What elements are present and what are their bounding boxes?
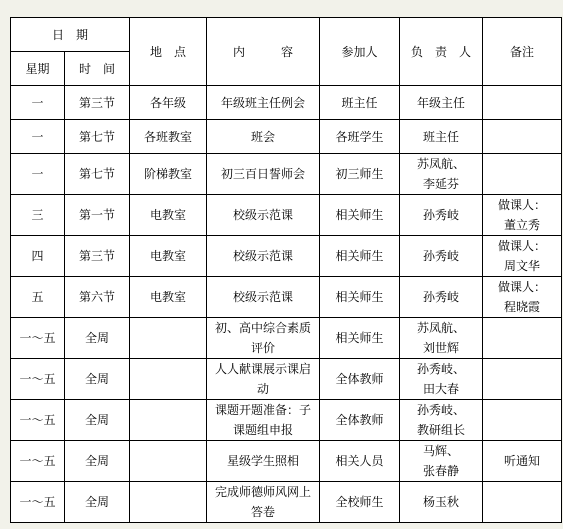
cell-weekday (11, 359, 65, 400)
cell-time (65, 236, 130, 277)
cell-content-line: 年级班主任例会 (221, 95, 306, 110)
cell-content-line: 评价 (251, 341, 276, 355)
cell-responsible-line: 苏凤航、 (417, 157, 466, 171)
cell-content-line: 课题开题准备：子 (215, 403, 312, 417)
cell-location (130, 86, 207, 120)
header-responsible: 负 责 人 (400, 18, 483, 86)
cell-participants-line: 相关师生 (335, 290, 384, 304)
cell-weekday-line: 四 (31, 249, 44, 263)
cell-participants (320, 86, 400, 120)
cell-notes (483, 482, 562, 523)
cell-location (130, 236, 207, 277)
cell-weekday (11, 120, 65, 154)
cell-location (130, 195, 207, 236)
cell-content (207, 441, 320, 482)
table-row (11, 318, 562, 359)
cell-time-line: 第六节 (79, 290, 116, 304)
cell-content-line: 校级示范课 (233, 208, 294, 222)
cell-participants (320, 154, 400, 195)
cell-location-line: 电教室 (150, 249, 187, 263)
cell-responsible (400, 277, 483, 318)
cell-responsible (400, 400, 483, 441)
cell-weekday-line: 一～五 (19, 413, 56, 427)
header-row (11, 18, 562, 52)
cell-time (65, 120, 130, 154)
cell-weekday (11, 441, 65, 482)
cell-responsible (400, 120, 483, 154)
cell-weekday (11, 277, 65, 318)
cell-location-line: 电教室 (150, 208, 187, 222)
cell-content (207, 482, 320, 523)
cell-weekday-line: 一～五 (19, 331, 56, 345)
cell-location-line: 各年级 (150, 95, 187, 110)
cell-participants-line: 全校师生 (335, 495, 384, 509)
cell-notes (483, 318, 562, 359)
cell-responsible-line: 班主任 (423, 129, 460, 144)
cell-content-line: 初三百日誓师会 (221, 167, 306, 181)
cell-time (65, 86, 130, 120)
cell-responsible (400, 236, 483, 277)
cell-time-line: 全周 (85, 331, 110, 345)
table-row (11, 482, 562, 523)
cell-responsible (400, 359, 483, 400)
cell-location (130, 120, 207, 154)
table-row (11, 154, 562, 195)
cell-notes (483, 400, 562, 441)
table-row (11, 441, 562, 482)
cell-weekday-line: 一～五 (19, 495, 56, 509)
cell-weekday-line: 三 (31, 208, 44, 222)
cell-time-line: 第一节 (79, 208, 116, 222)
cell-responsible-line: 田大春 (423, 382, 460, 396)
header-weekday: 星期 (11, 52, 65, 86)
cell-time (65, 482, 130, 523)
cell-content (207, 277, 320, 318)
cell-content-line: 星级学生照相 (227, 454, 300, 468)
cell-participants (320, 120, 400, 154)
cell-weekday-line: 一～五 (19, 372, 56, 386)
cell-weekday-line: 一 (31, 167, 44, 181)
cell-participants-line: 初三师生 (335, 167, 384, 181)
cell-notes-line: 听通知 (504, 454, 541, 468)
cell-location-line: 各班教室 (144, 129, 193, 144)
cell-participants (320, 441, 400, 482)
cell-time-line: 第七节 (79, 129, 116, 144)
cell-responsible-line: 马辉、 (423, 444, 460, 458)
cell-content (207, 154, 320, 195)
cell-notes (483, 120, 562, 154)
cell-content-line: 课题组申报 (233, 423, 294, 437)
cell-notes (483, 154, 562, 195)
cell-participants-line: 各班学生 (335, 129, 384, 144)
cell-weekday (11, 154, 65, 195)
cell-participants (320, 359, 400, 400)
cell-location (130, 359, 207, 400)
cell-participants-line: 相关师生 (335, 208, 384, 222)
cell-participants (320, 400, 400, 441)
table-row (11, 400, 562, 441)
cell-location (130, 441, 207, 482)
cell-time-line: 全周 (85, 454, 110, 468)
cell-content (207, 120, 320, 154)
cell-weekday (11, 236, 65, 277)
cell-content-line: 校级示范课 (233, 290, 294, 304)
cell-time-line: 第三节 (79, 95, 116, 110)
cell-responsible-line: 孙秀岐、 (417, 403, 466, 417)
cell-content-line: 校级示范课 (233, 249, 294, 263)
cell-weekday (11, 318, 65, 359)
header-date: 日 期 (11, 18, 130, 52)
table-row (11, 195, 562, 236)
cell-weekday (11, 86, 65, 120)
cell-weekday-line: 一～五 (19, 454, 56, 468)
cell-responsible-line: 杨玉秋 (423, 495, 460, 509)
cell-time (65, 441, 130, 482)
cell-participants-line: 相关人员 (335, 454, 384, 468)
cell-responsible-line: 苏凤航、 (417, 321, 466, 335)
cell-notes-line: 董立秀 (504, 218, 541, 232)
cell-notes (483, 236, 562, 277)
table-row (11, 359, 562, 400)
cell-participants (320, 318, 400, 359)
cell-time-line: 第七节 (79, 167, 116, 181)
cell-time (65, 400, 130, 441)
cell-location (130, 318, 207, 359)
cell-participants-line: 全体教师 (335, 413, 384, 427)
cell-participants-line: 全体教师 (335, 372, 384, 386)
cell-participants (320, 482, 400, 523)
cell-notes-line: 做课人： (498, 280, 547, 294)
cell-time-line: 全周 (85, 372, 110, 386)
cell-notes-line: 程晓霞 (504, 300, 541, 314)
cell-weekday-line: 一 (31, 129, 44, 144)
cell-content (207, 318, 320, 359)
cell-content (207, 359, 320, 400)
cell-time-line: 全周 (85, 413, 110, 427)
cell-content (207, 195, 320, 236)
cell-participants-line: 班主任 (341, 95, 378, 110)
cell-notes (483, 86, 562, 120)
cell-content-line: 完成师德师风网上 (215, 485, 312, 499)
cell-participants-line: 相关师生 (335, 249, 384, 263)
cell-time (65, 277, 130, 318)
cell-location-line: 阶梯教室 (144, 167, 193, 181)
cell-participants (320, 236, 400, 277)
cell-weekday-line: 五 (31, 290, 44, 304)
cell-responsible-line: 教研组长 (417, 423, 466, 437)
cell-responsible (400, 318, 483, 359)
cell-content-line: 动 (257, 382, 270, 396)
header-location: 地 点 (130, 18, 207, 86)
cell-responsible-line: 孙秀岐 (423, 290, 460, 304)
cell-notes-line: 做课人： (498, 239, 547, 253)
cell-responsible-line: 年级主任 (417, 95, 466, 110)
cell-notes-line: 做课人： (498, 198, 547, 212)
cell-weekday-line: 一 (31, 95, 44, 110)
cell-location (130, 482, 207, 523)
cell-time (65, 154, 130, 195)
header-notes: 备注 (483, 18, 562, 86)
schedule-body (11, 86, 562, 523)
cell-notes (483, 441, 562, 482)
cell-content (207, 400, 320, 441)
cell-responsible-line: 孙秀岐、 (417, 362, 466, 376)
cell-location-line: 电教室 (150, 290, 187, 304)
cell-content (207, 86, 320, 120)
cell-content-line: 人人献课展示课启 (215, 362, 312, 376)
cell-time (65, 318, 130, 359)
cell-responsible (400, 482, 483, 523)
cell-location (130, 154, 207, 195)
cell-location (130, 400, 207, 441)
cell-responsible (400, 441, 483, 482)
schedule-table (10, 17, 562, 523)
cell-weekday (11, 482, 65, 523)
cell-time (65, 195, 130, 236)
cell-responsible (400, 86, 483, 120)
cell-time-line: 全周 (85, 495, 110, 509)
table-row (11, 120, 562, 154)
header-participants: 参加人 (320, 18, 400, 86)
cell-weekday (11, 400, 65, 441)
table-row (11, 236, 562, 277)
cell-responsible (400, 195, 483, 236)
cell-participants (320, 277, 400, 318)
table-row (11, 277, 562, 318)
cell-content-line: 班会 (251, 129, 276, 144)
cell-content-line: 答卷 (251, 505, 276, 519)
cell-responsible-line: 李延芬 (423, 177, 460, 191)
cell-notes (483, 195, 562, 236)
cell-responsible-line: 刘世辉 (423, 341, 460, 355)
cell-content (207, 236, 320, 277)
cell-responsible (400, 154, 483, 195)
cell-weekday (11, 195, 65, 236)
cell-responsible-line: 张春静 (423, 464, 460, 478)
cell-time-line: 第三节 (79, 249, 116, 263)
cell-participants-line: 相关师生 (335, 331, 384, 345)
cell-notes (483, 359, 562, 400)
cell-notes (483, 277, 562, 318)
header-content: 内 容 (207, 18, 320, 86)
cell-responsible-line: 孙秀岐 (423, 208, 460, 222)
header-time: 时 间 (65, 52, 130, 86)
cell-time (65, 359, 130, 400)
cell-content-line: 初、高中综合素质 (215, 321, 312, 335)
cell-notes-line: 周文华 (504, 259, 541, 273)
cell-location (130, 277, 207, 318)
table-row (11, 86, 562, 120)
cell-participants (320, 195, 400, 236)
cell-responsible-line: 孙秀岐 (423, 249, 460, 263)
